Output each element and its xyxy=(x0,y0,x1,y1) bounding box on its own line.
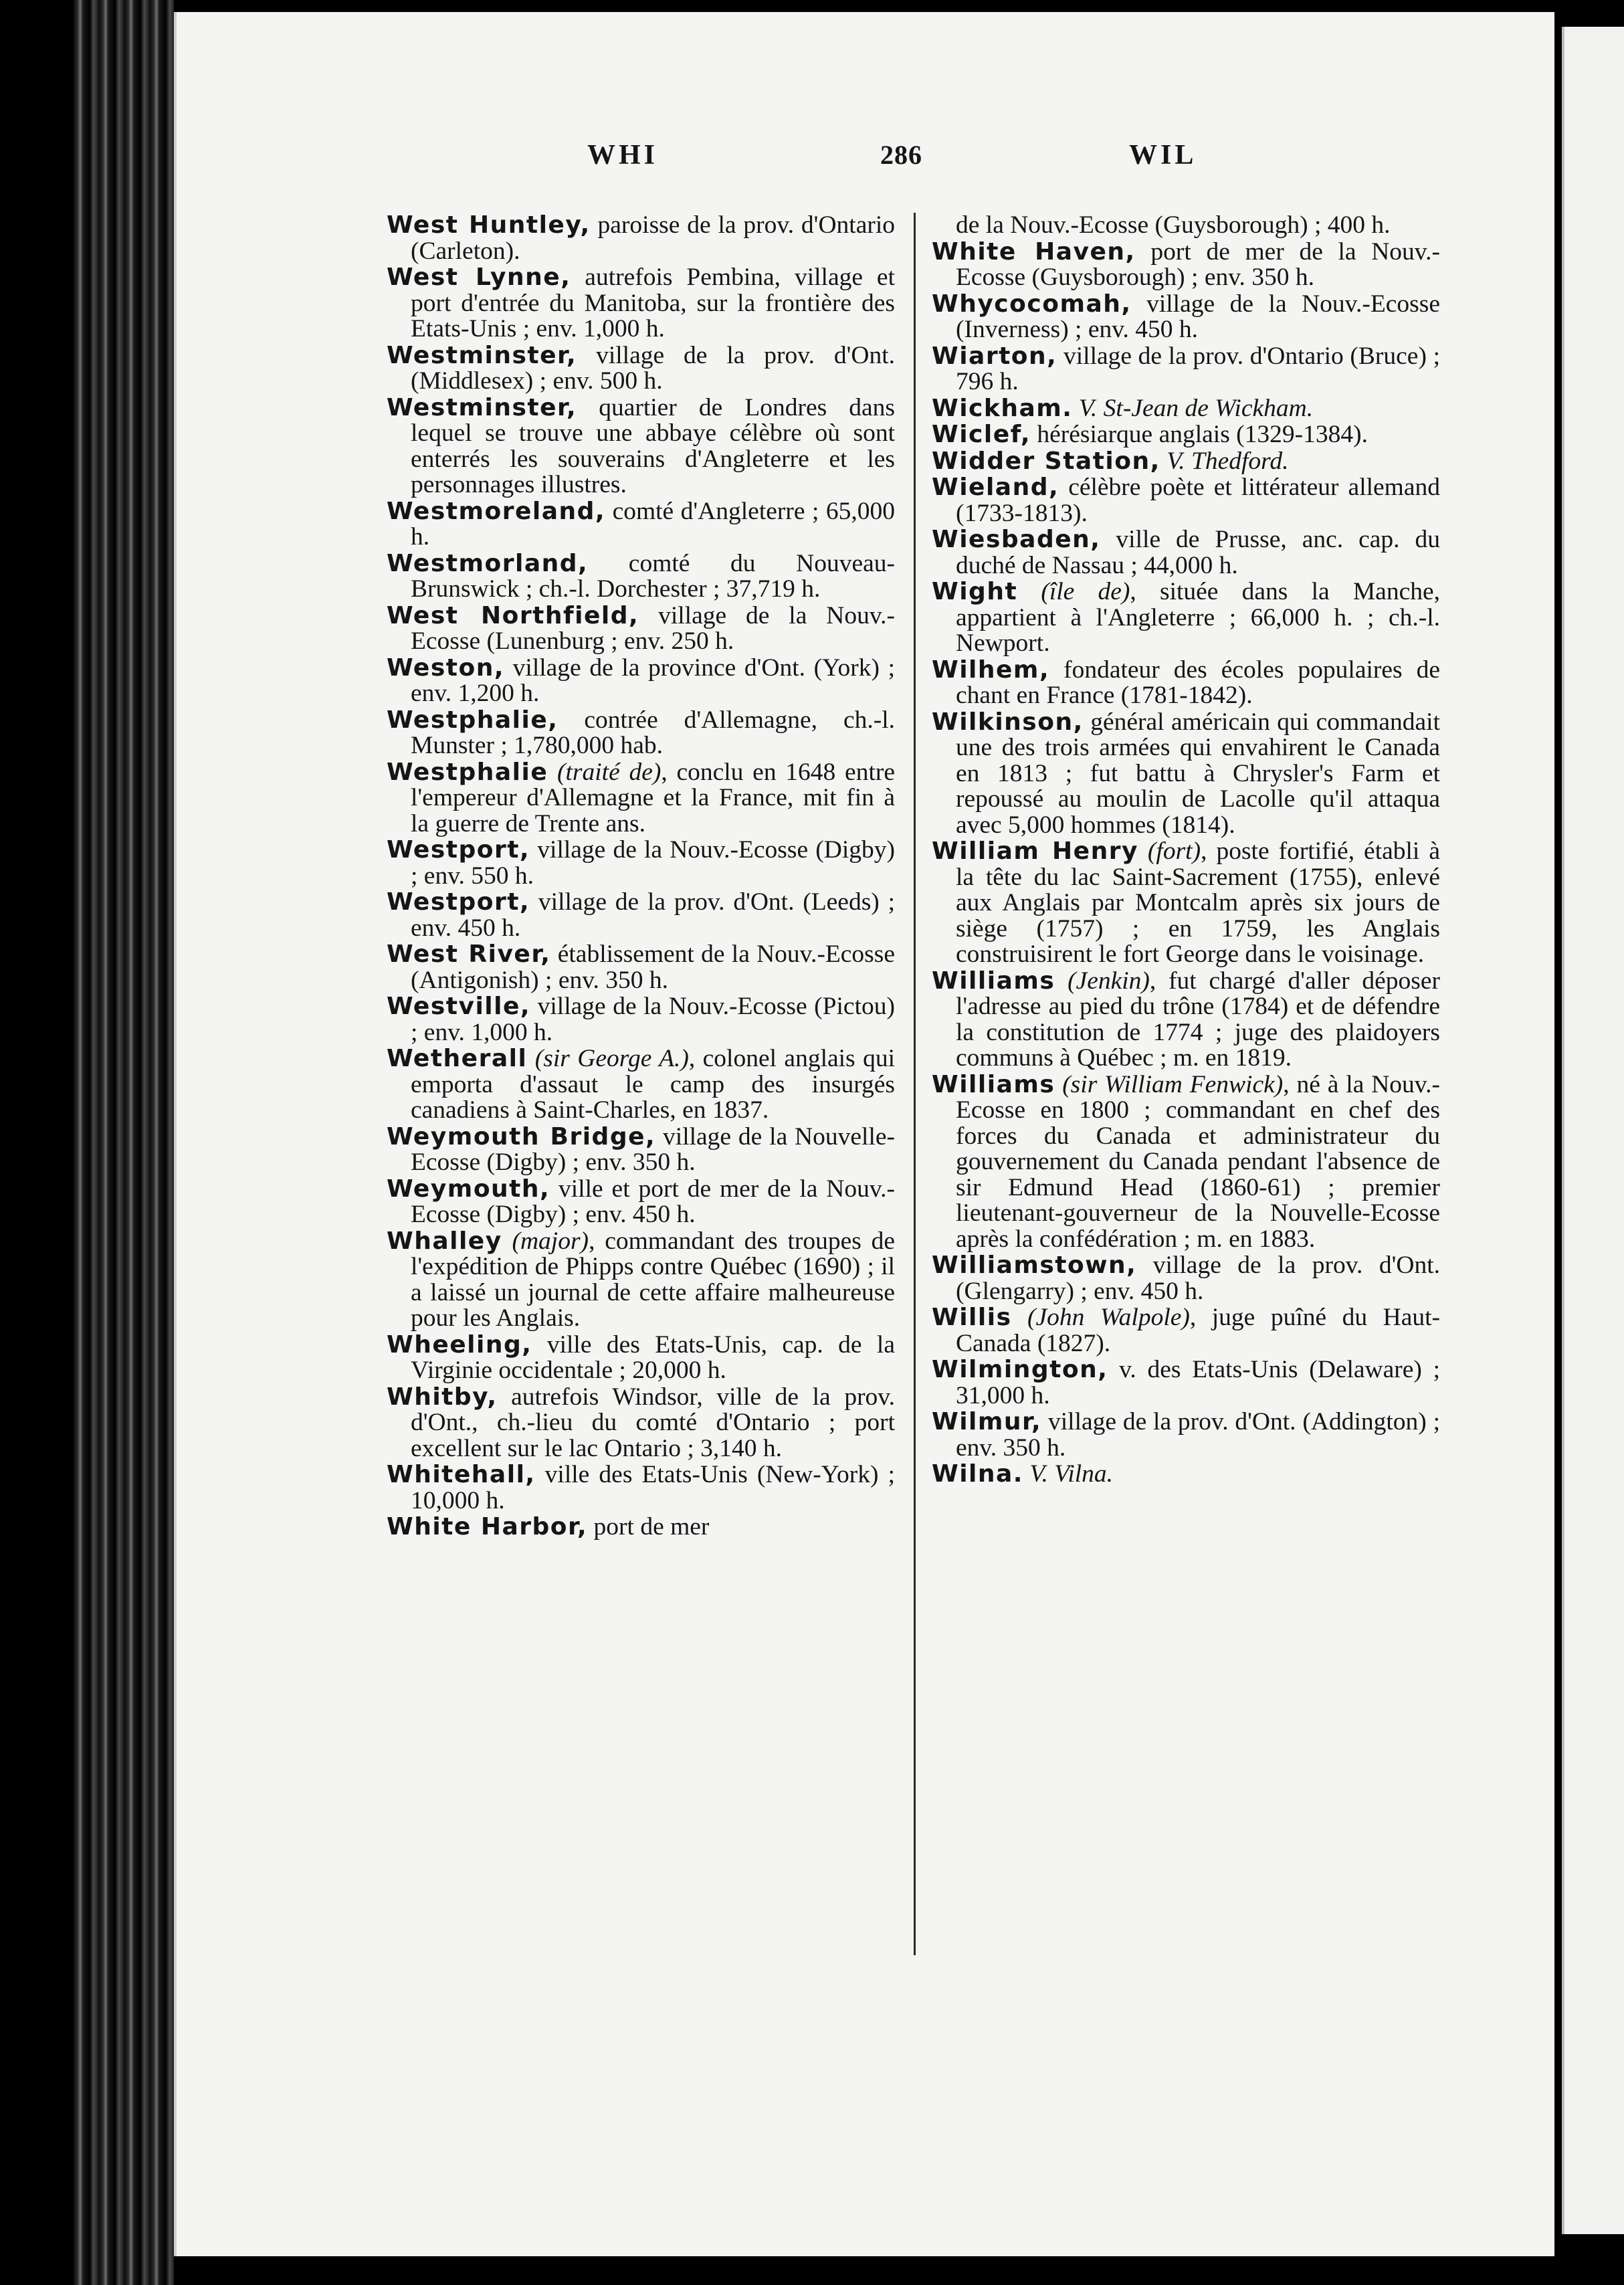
entry-headword: Whitehall, xyxy=(387,1461,536,1488)
entry-headword: Wieland, xyxy=(932,474,1059,501)
entry-headword: Wiclef, xyxy=(932,421,1031,448)
entry-headword: Wickham. xyxy=(932,394,1073,422)
entry-headword: West River, xyxy=(387,940,551,968)
dictionary-entry xyxy=(387,994,895,1046)
entry-definition: , fut chargé d'aller déposer l'adresse au pied du trône (1784) et de défendre la constitution de 1774 ; juge des plaidoyers communs à Québec ; m. en 1819. xyxy=(956,967,1441,1072)
entry-headword: Weymouth, xyxy=(387,1175,550,1203)
entry-definition: village de la prov. d'Ont. (Addington) ; env. 350 h. xyxy=(956,1408,1440,1462)
entry-definition: , poste fortifié, établi à la tête du lac Saint-Sacrement (1755), enlevé aux Anglais par Montcalm après six jours de siège (1757) ; en 1759, les Anglais construisirent le fort George dans le voisinage. xyxy=(956,837,1440,968)
entry-definition: village de la Nouv.-Ecosse (Inverness) ; env. 450 h. xyxy=(956,290,1440,343)
entry-headword: Westville, xyxy=(387,993,531,1020)
dictionary-entry xyxy=(932,658,1440,709)
dictionary-entry xyxy=(932,839,1440,968)
dictionary-entry xyxy=(932,579,1440,657)
entry-definition: comté du Nouveau-Brunswick ; ch.-l. Dorchester ; 37,719 h. xyxy=(411,549,895,603)
dictionary-entry xyxy=(387,1514,895,1541)
dictionary-entry xyxy=(932,344,1440,395)
entry-headword: Wight xyxy=(932,578,1018,605)
entry-definition: paroisse de la prov. d'Ontario (Carleton). xyxy=(411,211,895,265)
entry-definition: , conclu en 1648 entre l'empereur d'Allemagne et la France, mit fin à la guerre de Trente ans. xyxy=(411,758,895,837)
entry-definition: , colonel anglais qui emporta d'assaut le camp des insurgés canadiens à Saint-Charles, en 1837. xyxy=(411,1045,895,1124)
entry-definition: port de mer de la Nouv.-Ecosse (Guysborough) ; env. 350 h. xyxy=(956,237,1440,291)
entry-definition: de la Nouv.-Ecosse (Guysborough) ; 400 h. xyxy=(956,211,1391,239)
entry-headword: Wetherall xyxy=(387,1045,528,1072)
dictionary-entry xyxy=(932,1072,1440,1253)
running-head-left: WHI xyxy=(587,140,659,171)
dictionary-entry xyxy=(387,1124,895,1176)
dictionary-entry xyxy=(387,942,895,993)
entry-headword: Wilkinson, xyxy=(932,708,1084,736)
entry-definition: , juge puîné du Haut-Canada (1827). xyxy=(956,1304,1440,1357)
dictionary-entry xyxy=(932,1409,1440,1461)
entry-italic-note: (major) xyxy=(502,1227,589,1255)
dictionary-entry xyxy=(932,1357,1440,1409)
entry-definition: village de la Nouv.-Ecosse (Digby) ; env. 550 h. xyxy=(411,836,895,890)
entry-definition: hérésiarque anglais (1329-1384). xyxy=(1031,421,1368,448)
entry-headword: Westmoreland, xyxy=(387,497,606,525)
entry-definition: ville et port de mer de la Nouv.-Ecosse (Digby) ; env. 450 h. xyxy=(411,1175,895,1228)
entry-headword: Williams xyxy=(932,967,1055,995)
dictionary-entry xyxy=(387,1462,895,1514)
entry-italic-note: (sir William Fenwick) xyxy=(1055,1070,1284,1098)
entry-italic-note: V. Thedford. xyxy=(1160,447,1289,475)
dictionary-entry xyxy=(932,239,1440,291)
entry-italic-note: (Jenkin) xyxy=(1055,967,1150,995)
entry-headword: Westphalie, xyxy=(387,706,559,734)
entry-italic-note: (fort) xyxy=(1138,837,1201,865)
dictionary-entry xyxy=(932,969,1440,1072)
entry-headword: West Lynne, xyxy=(387,264,571,291)
entry-definition: général américain qui commandait une des trois armées qui envahirent le Canada en 1813 ; fut battu à Chrysler's Farm et repoussé au moulin de Lacolle qu'il attaqua avec 5,000 hommes (1814). xyxy=(956,708,1440,839)
dictionary-entry xyxy=(387,551,895,603)
entry-headword: White Harbor, xyxy=(387,1513,588,1541)
entry-definition: , située dans la Manche, appartient à l'Angleterre ; 66,000 h. ; ch.-l. Newport. xyxy=(956,578,1440,657)
entry-definition: autrefois Pembina, village et port d'entrée du Manitoba, sur la frontière des Etats-Unis ; env. 1,000 h. xyxy=(411,264,895,342)
entry-definition: autrefois Windsor, ville de la prov. d'Ont., ch.-lieu du comté d'Ontario ; port excellent sur le lac Ontario ; 3,140 h. xyxy=(411,1383,895,1462)
dictionary-entry xyxy=(387,265,895,342)
entry-headword: William Henry xyxy=(932,837,1138,865)
entry-headword: Willis xyxy=(932,1304,1012,1331)
entry-headword: Westport, xyxy=(387,836,530,864)
entry-definition: village de la prov. d'Ont. (Leeds) ; env. 450 h. xyxy=(411,888,895,942)
entry-italic-note: (John Walpole) xyxy=(1011,1304,1190,1331)
dictionary-entry xyxy=(387,708,895,759)
entry-headword: Widder Station, xyxy=(932,447,1160,475)
entry-definition: village de la Nouvelle-Ecosse (Digby) ; env. 350 h. xyxy=(411,1122,895,1176)
dictionary-entry xyxy=(387,213,895,264)
entry-headword: West Northfield, xyxy=(387,601,639,629)
entry-headword: Westminster, xyxy=(387,341,577,369)
entry-definition: , né à la Nouv.-Ecosse en 1800 ; commandant en chef des forces du Canada et administrateur du gouvernement du Canada pendant l'absence de sir Edmund Head (1860-61) ; premier lieutenant-gouverneur de la Nouvelle-Ecosse après la confédération ; m. en 1883. xyxy=(956,1070,1440,1253)
dictionary-entry xyxy=(932,475,1440,526)
entry-definition: contrée d'Allemagne, ch.-l. Munster ; 1,780,000 hab. xyxy=(411,706,895,759)
dictionary-entry xyxy=(387,890,895,941)
entry-headword: Williamstown, xyxy=(932,1252,1137,1279)
adjacent-page xyxy=(1562,27,1624,2234)
entry-definition: ville de Prusse, anc. cap. du duché de Nassau ; 44,000 h. xyxy=(956,526,1440,579)
dictionary-entry xyxy=(387,1046,895,1124)
entry-italic-note: (île de) xyxy=(1017,578,1130,605)
entry-definition: village de la Nouv.-Ecosse (Lunenburg ; env. 250 h. xyxy=(411,601,895,655)
entry-italic-note: (sir George A.) xyxy=(527,1045,689,1072)
entry-headword: White Haven, xyxy=(932,237,1136,266)
entry-headword: Westminster, xyxy=(387,393,577,421)
entry-definition: village de la prov. d'Ontario (Bruce) ; 796 h. xyxy=(956,342,1440,395)
entry-definition: célèbre poète et littérateur allemand (1733-1813). xyxy=(956,474,1440,527)
entry-italic-note: V. St-Jean de Wickham. xyxy=(1072,394,1314,422)
left-column xyxy=(387,213,895,1541)
dictionary-entry xyxy=(932,1253,1440,1304)
dictionary-entry xyxy=(932,396,1440,422)
adjacent-page-edge xyxy=(1562,27,1564,2234)
entry-headword: Wilna. xyxy=(932,1460,1023,1488)
entry-definition: v. des Etats-Unis (Delaware) ; 31,000 h. xyxy=(956,1356,1440,1409)
entry-definition: village de la prov. d'Ont. (Middlesex) ; env. 500 h. xyxy=(411,341,895,395)
dictionary-entry xyxy=(932,710,1440,839)
dictionary-entry xyxy=(932,449,1440,475)
right-column xyxy=(932,213,1440,1488)
dictionary-entry xyxy=(932,422,1440,448)
entry-definition: fondateur des écoles populaires de chant en France (1781-1842). xyxy=(956,656,1440,709)
dictionary-entry xyxy=(387,760,895,837)
entry-headword: Wilhem, xyxy=(932,656,1050,684)
entry-italic-note: V. Vilna. xyxy=(1023,1460,1114,1488)
dictionary-entry xyxy=(387,1229,895,1332)
dictionary-entry xyxy=(387,837,895,889)
dictionary-entry xyxy=(387,603,895,655)
column-divider xyxy=(914,213,916,1955)
entry-definition: ville des Etats-Unis, cap. de la Virginie occidentale ; 20,000 h. xyxy=(411,1330,895,1384)
entry-headword: West Huntley, xyxy=(387,211,591,239)
entry-headword: Westphalie xyxy=(387,758,548,786)
entry-definition: port de mer xyxy=(587,1513,710,1541)
dictionary-entry xyxy=(387,1385,895,1462)
book-binding-edge xyxy=(74,0,174,2285)
entry-definition: établissement de la Nouv.-Ecosse (Antigonish) ; env. 350 h. xyxy=(411,940,895,994)
entry-headword: Westport, xyxy=(387,888,530,916)
entry-definition: , commandant des troupes de l'expédition de Phipps contre Québec (1690) ; il a laissé un journal de cette affaire malheureuse pour les Anglais. xyxy=(411,1227,896,1332)
entry-italic-note: (traité de) xyxy=(548,758,662,786)
entry-headword: Wilmington, xyxy=(932,1356,1108,1383)
entry-headword: Wiarton, xyxy=(932,342,1057,370)
entry-definition: ville des Etats-Unis (New-York) ; 10,000 h. xyxy=(411,1461,895,1514)
dictionary-entry xyxy=(932,1305,1440,1357)
entry-headword: Whycocomah, xyxy=(932,290,1132,318)
dictionary-entry xyxy=(387,499,895,551)
page-number: 286 xyxy=(880,140,922,170)
entry-headword: Wilmur, xyxy=(932,1408,1042,1435)
entry-definition: quartier de Londres dans lequel se trouve une abbaye célèbre où sont enterrés les souverains d'Angleterre et les personnages illustres. xyxy=(411,393,895,498)
entry-headword: Westmorland, xyxy=(387,549,589,577)
entry-definition: village de la prov. d'Ont. (Glengarry) ; env. 450 h. xyxy=(956,1252,1440,1305)
entry-definition: village de la Nouv.-Ecosse (Pictou) ; env. 1,000 h. xyxy=(411,993,895,1046)
entry-headword: Wheeling, xyxy=(387,1330,532,1359)
entry-headword: Whalley xyxy=(387,1227,502,1255)
entry-definition: village de la province d'Ont. (York) ; env. 1,200 h. xyxy=(411,654,895,707)
entry-headword: Williams xyxy=(932,1070,1055,1098)
dictionary-entry xyxy=(932,292,1440,343)
dictionary-entry xyxy=(387,1177,895,1228)
dictionary-entry xyxy=(387,395,895,498)
dictionary-entry xyxy=(932,213,1440,239)
dictionary-entry xyxy=(387,343,895,395)
entry-definition: comté d'Angleterre ; 65,000 h. xyxy=(411,497,895,551)
entry-headword: Wiesbaden, xyxy=(932,526,1101,553)
dictionary-entry xyxy=(932,527,1440,579)
entry-headword: Weston, xyxy=(387,654,505,682)
dictionary-entry xyxy=(387,1332,895,1384)
entry-headword: Whitby, xyxy=(387,1383,498,1411)
dictionary-entry xyxy=(387,656,895,707)
running-head-right: WIL xyxy=(1129,140,1197,171)
entry-headword: Weymouth Bridge, xyxy=(387,1122,656,1151)
dictionary-entry xyxy=(932,1462,1440,1488)
